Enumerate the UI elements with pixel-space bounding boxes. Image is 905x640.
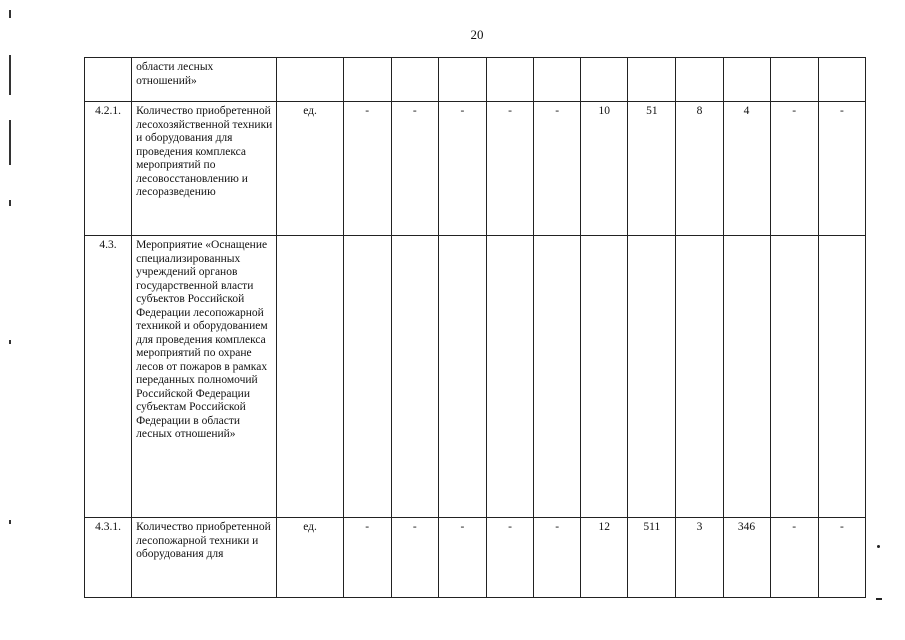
unit-cell — [277, 236, 343, 518]
value-cell: - — [770, 518, 818, 598]
value-cell: 4 — [723, 102, 770, 236]
value-cell — [534, 58, 581, 102]
value-cell: - — [438, 518, 486, 598]
value-cell: 3 — [676, 518, 723, 598]
value-cell — [676, 58, 723, 102]
value-cell: 346 — [723, 518, 770, 598]
value-cell — [391, 58, 438, 102]
value-cell: - — [534, 518, 581, 598]
table-row — [85, 58, 866, 102]
row-number: 4.2.1. — [85, 102, 132, 236]
value-cell: - — [770, 102, 818, 236]
unit-cell: ед. — [277, 518, 343, 598]
value-cell: 51 — [628, 102, 676, 236]
row-number: 4.3.1. — [85, 518, 132, 598]
value-cell: - — [391, 102, 438, 236]
value-cell — [438, 58, 486, 102]
indicator-name: Мероприятие «Оснащение специализированных учреждений органов государственной власти субъектов Российской Федерации лесопожарной техникой и оборудованием для проведения комплекса мероприятий по охране лесов от пожаров в рамках переданных полномочий Российской Федерации субъектам Российской Федерации в области лесных отношений» — [132, 236, 277, 518]
value-cell — [581, 236, 628, 518]
value-cell — [343, 236, 391, 518]
value-cell: - — [391, 518, 438, 598]
value-cell: - — [486, 102, 533, 236]
scan-speck — [876, 598, 882, 600]
row-number — [85, 58, 132, 102]
indicator-name: Количество приобретенной лесохозяйственной техники и оборудования для проведения комплекса мероприятий по лесовосстановлению и лесоразведению — [132, 102, 277, 236]
value-cell: - — [343, 518, 391, 598]
scan-speck — [877, 545, 880, 548]
value-cell — [676, 236, 723, 518]
value-cell — [770, 58, 818, 102]
value-cell — [486, 58, 533, 102]
indicator-name: Количество приобретенной лесопожарной техники и оборудования для — [132, 518, 277, 598]
value-cell: - — [818, 518, 865, 598]
row-number: 4.3. — [85, 236, 132, 518]
value-cell: - — [534, 102, 581, 236]
table-row — [85, 102, 866, 236]
indicator-table — [84, 57, 866, 598]
value-cell — [818, 236, 865, 518]
value-cell — [486, 236, 533, 518]
indicator-name: области лесных отношений» — [132, 58, 277, 102]
value-cell: - — [818, 102, 865, 236]
value-cell — [628, 236, 676, 518]
table-row — [85, 236, 866, 518]
value-cell — [343, 58, 391, 102]
value-cell — [770, 236, 818, 518]
page-number: 20 — [470, 27, 484, 42]
value-cell — [438, 236, 486, 518]
value-cell — [534, 236, 581, 518]
value-cell: 511 — [628, 518, 676, 598]
value-cell: - — [486, 518, 533, 598]
value-cell — [723, 236, 770, 518]
value-cell — [628, 58, 676, 102]
value-cell: - — [438, 102, 486, 236]
value-cell: - — [343, 102, 391, 236]
value-cell — [391, 236, 438, 518]
value-cell: 8 — [676, 102, 723, 236]
value-cell — [581, 58, 628, 102]
value-cell — [723, 58, 770, 102]
value-cell — [818, 58, 865, 102]
value-cell: 12 — [581, 518, 628, 598]
value-cell: 10 — [581, 102, 628, 236]
unit-cell — [277, 58, 343, 102]
table-row — [85, 518, 866, 598]
unit-cell: ед. — [277, 102, 343, 236]
binding-edge-marks — [6, 0, 20, 640]
